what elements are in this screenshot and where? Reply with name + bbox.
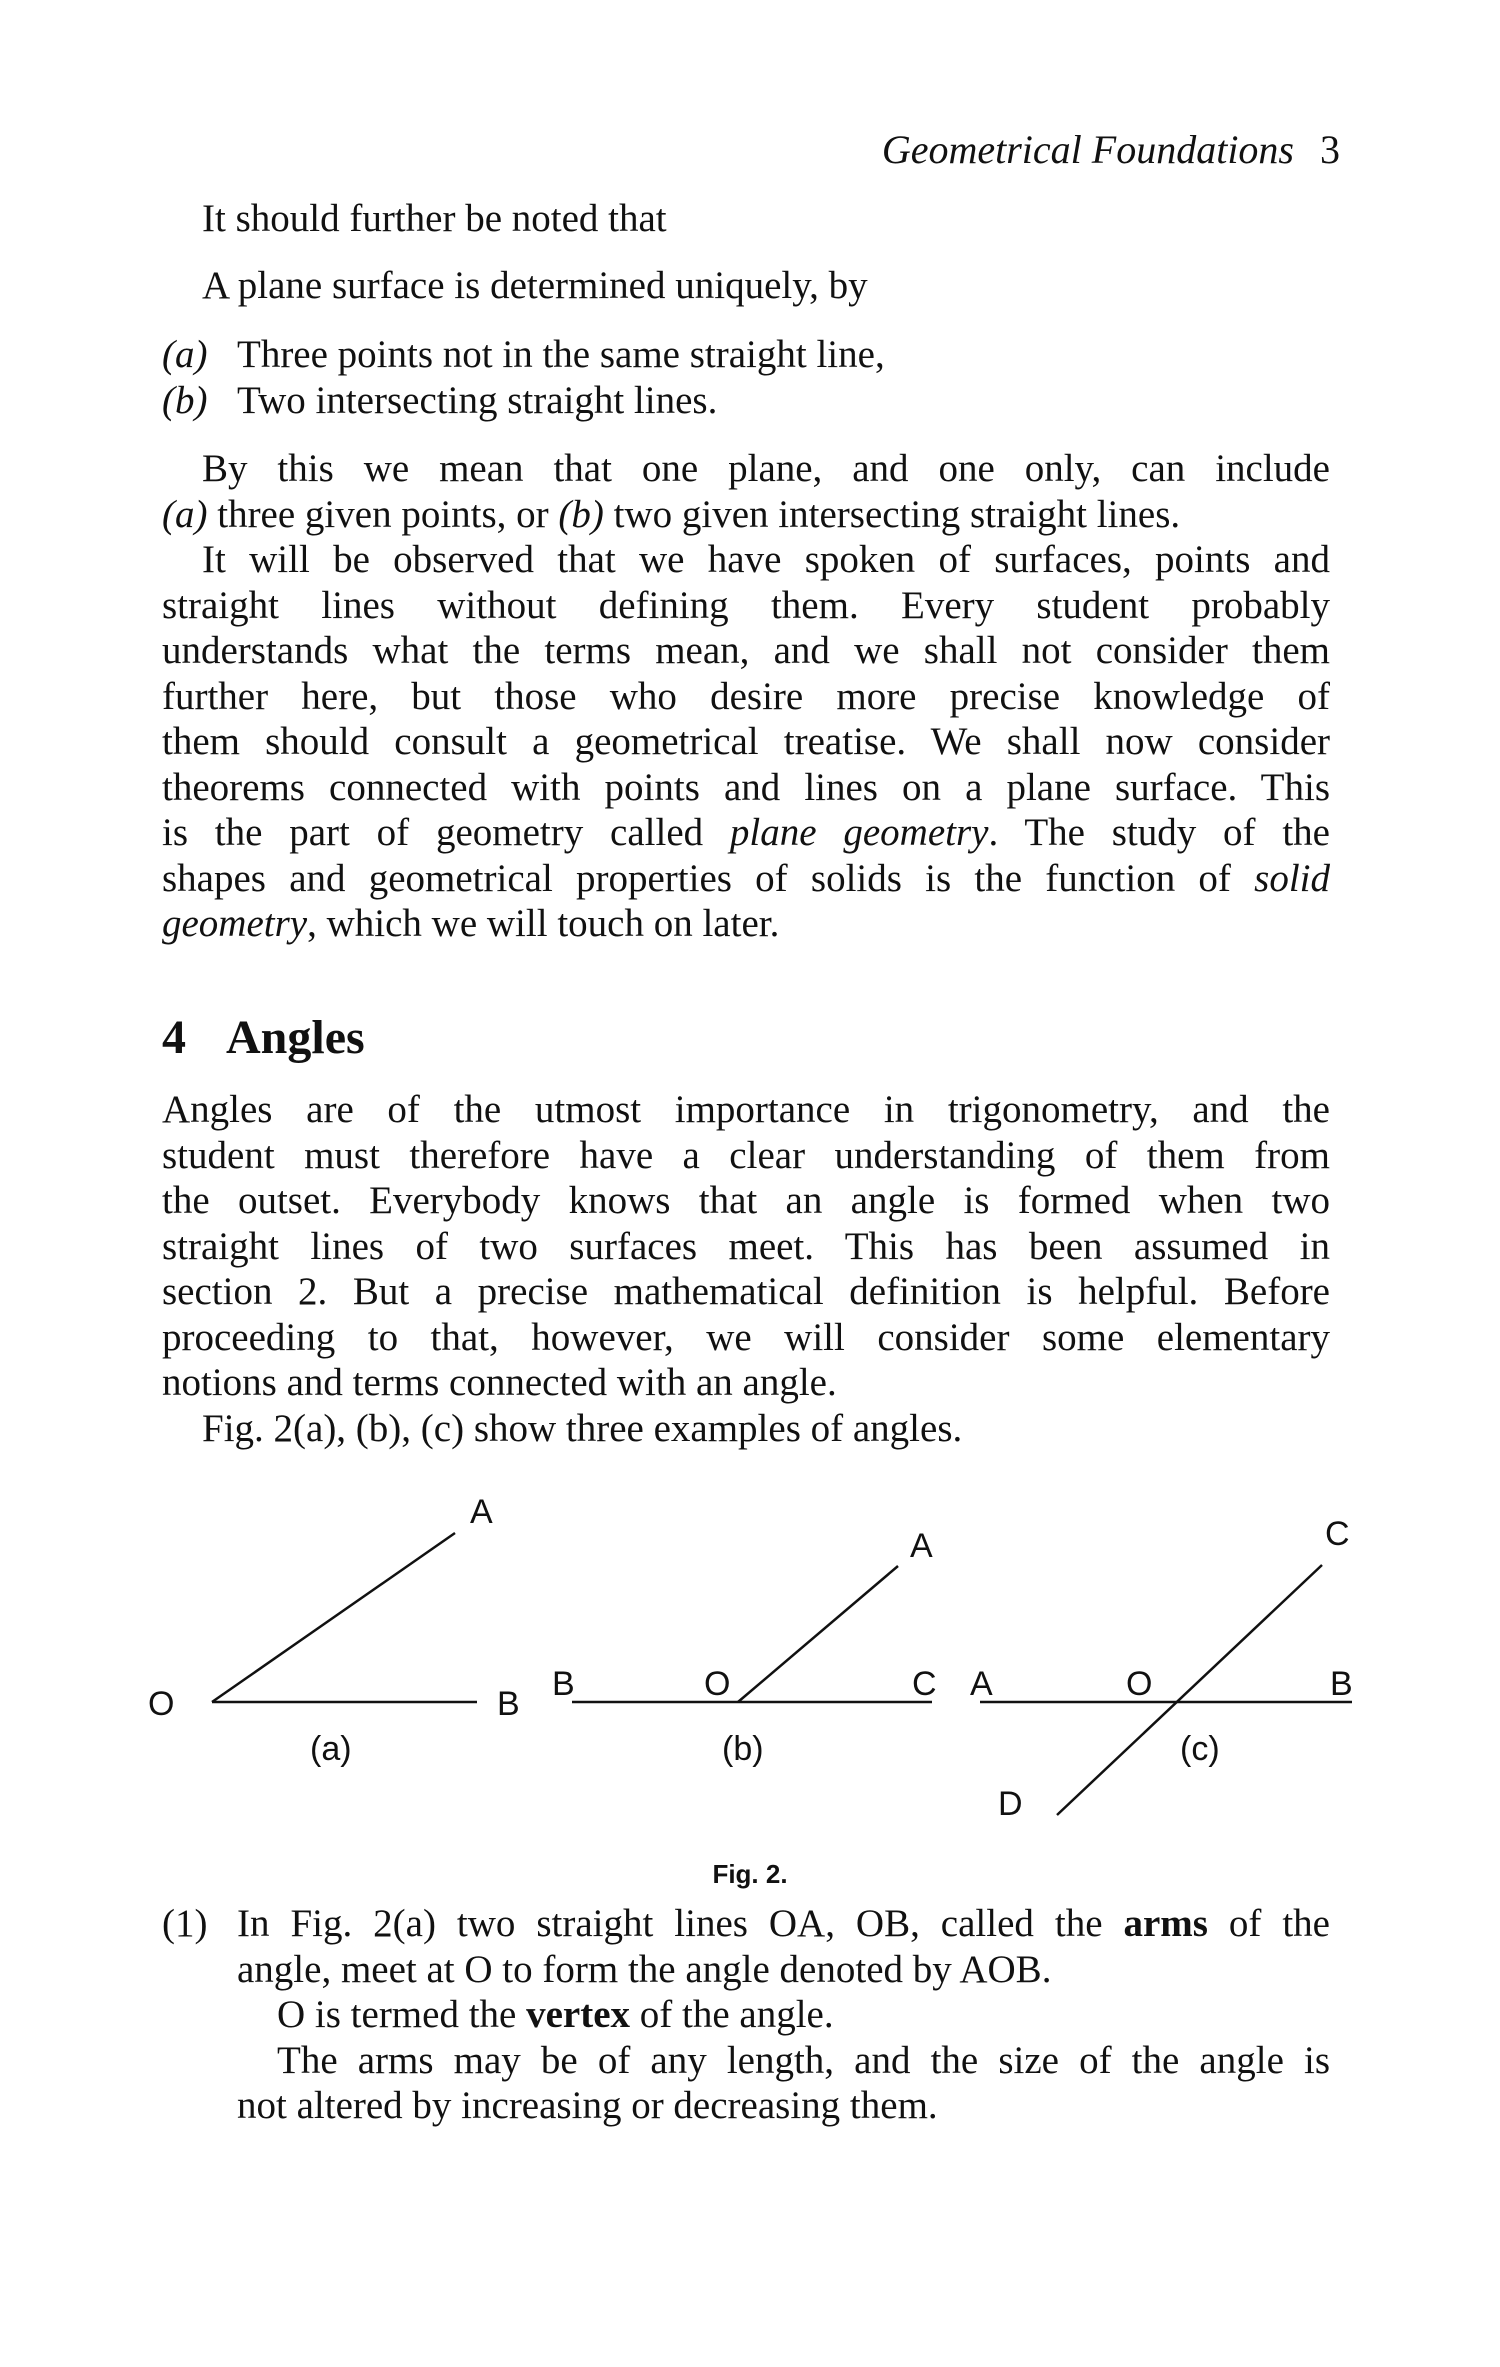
para1-line-2: (a) three given points, or (b) two given intersecting straight lines.: [162, 492, 1181, 536]
fig-c-line-dc: [1057, 1565, 1322, 1815]
fig-c-caption: (c): [1180, 1730, 1220, 1768]
fig-c-label-b: B: [1330, 1665, 1353, 1703]
fig-b-caption: (b): [722, 1730, 764, 1768]
para2-line-1: It will be observed that we have spoken of surfaces, points and: [202, 538, 1330, 581]
para2-line-7: is the part of geometry called plane geometry. The study of the: [162, 811, 1330, 854]
para3-line-1: Angles are of the utmost importance in trigonometry, and the: [162, 1088, 1330, 1131]
list-label-a: (a): [162, 333, 208, 376]
intro-line-1: It should further be noted that: [202, 197, 667, 240]
page-number: 3: [1320, 127, 1340, 172]
def1-line-5: not altered by increasing or decreasing them.: [237, 2084, 938, 2127]
fig-a-label-a: A: [470, 1493, 493, 1531]
running-title: Geometrical Foundations: [881, 127, 1294, 172]
list-label-b: (b): [162, 379, 208, 422]
figure-2: [0, 1470, 1500, 1850]
para2-line-9: geometry, which we will touch on later.: [162, 902, 780, 945]
intro-line-2: A plane surface is determined uniquely, by: [202, 264, 868, 307]
fig-b-label-b: B: [552, 1665, 575, 1703]
para3-line-6: proceeding to that, however, we will consider some elementary: [162, 1315, 1330, 1359]
fig-c-label-d: D: [998, 1785, 1023, 1823]
list-text-a: Three points not in the same straight line,: [237, 333, 885, 376]
list-item-a: [162, 332, 885, 378]
section-number: 4: [162, 1011, 186, 1064]
paragraph-angles-intro: [162, 1087, 1330, 1451]
para3-line-5: section 2. But a precise mathematical definition is helpful. Before: [162, 1270, 1330, 1313]
para3-line-7: notions and terms connected with an angle.: [162, 1361, 837, 1404]
fig-b-label-o: O: [704, 1665, 731, 1703]
fig-c-label-a: A: [970, 1665, 993, 1703]
fig-a-arm-oa: [212, 1533, 455, 1702]
para2-line-3: understands what the terms mean, and we shall not consider them: [162, 629, 1330, 672]
para2-line-2: straight lines without defining them. Every student probably: [162, 583, 1330, 627]
fig-b-label-c: C: [912, 1665, 937, 1703]
para3-line-2: student must therefore have a clear understanding of them from: [162, 1133, 1330, 1177]
def1-line-3: O is termed the vertex of the angle.: [277, 1993, 834, 2036]
list-item-b: [162, 378, 717, 424]
def1-line-1: In Fig. 2(a) two straight lines OA, OB, called the arms of the: [237, 1902, 1330, 1945]
definition-marker: (1): [162, 1902, 208, 1945]
para2-line-5: them should consult a geometrical treatise. We shall now consider: [162, 720, 1330, 763]
paragraph-plane-uniqueness: [162, 446, 1330, 947]
def1-line-2: angle, meet at O to form the angle denoted by AOB.: [237, 1947, 1052, 1991]
para3-line-8: Fig. 2(a), (b), (c) show three examples of angles.: [202, 1406, 963, 1450]
fig-a-caption: (a): [310, 1730, 352, 1768]
para2-line-4: further here, but those who desire more precise knowledge of: [162, 674, 1330, 718]
para1-line-1: By this we mean that one plane, and one only, can include: [202, 447, 1330, 490]
definition-1: [162, 1901, 1330, 2129]
fig-a-label-o: O: [148, 1685, 175, 1723]
figure-caption: Fig. 2.: [712, 1859, 788, 1889]
fig-c-label-c: C: [1325, 1515, 1350, 1553]
para3-line-4: straight lines of two surfaces meet. This has been assumed in: [162, 1224, 1330, 1268]
fig-b-label-a: A: [910, 1527, 933, 1565]
fig-a-label-b: B: [497, 1685, 520, 1723]
running-header: [881, 127, 1340, 172]
section-heading: [162, 1012, 365, 1065]
def1-line-4: The arms may be of any length, and the size of the angle is: [277, 2038, 1330, 2082]
fig-b-arm-oa: [738, 1566, 898, 1702]
para3-line-3: the outset. Everybody knows that an angle is formed when two: [162, 1179, 1330, 1222]
list-text-b: Two intersecting straight lines.: [237, 379, 718, 422]
para2-line-6: theorems connected with points and lines on a plane surface. This: [162, 765, 1330, 809]
para2-line-8: shapes and geometrical properties of solids is the function of solid: [162, 856, 1330, 900]
fig-c-label-o: O: [1126, 1665, 1153, 1703]
section-title: Angles: [226, 1011, 365, 1064]
